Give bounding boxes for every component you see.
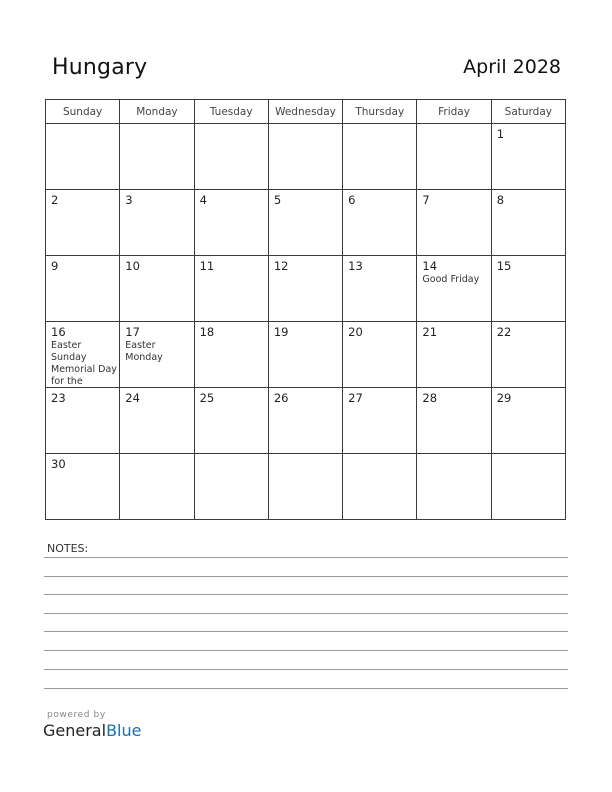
empty-day-cell bbox=[46, 124, 120, 190]
day-number: 27 bbox=[348, 391, 363, 405]
day-number: 30 bbox=[51, 457, 66, 471]
calendar-week-row bbox=[46, 322, 566, 388]
day-cell-17 bbox=[120, 322, 194, 388]
note-line bbox=[44, 688, 568, 689]
day-cell-18 bbox=[194, 322, 268, 388]
calendar-week-row bbox=[46, 256, 566, 322]
day-number: 23 bbox=[51, 391, 66, 405]
day-cell-5 bbox=[268, 190, 342, 256]
day-number: 6 bbox=[348, 193, 356, 207]
day-number: 26 bbox=[273, 391, 289, 405]
note-line bbox=[44, 576, 568, 577]
calendar-week-row bbox=[46, 124, 566, 190]
empty-day-cell bbox=[120, 124, 194, 190]
day-cell-14 bbox=[417, 256, 491, 322]
weekday-wednesday: Wednesday bbox=[268, 100, 342, 124]
weekday-tuesday: Tuesday bbox=[194, 100, 268, 124]
month-calendar-grid bbox=[45, 99, 566, 520]
day-cell-30 bbox=[46, 454, 120, 520]
holiday-list bbox=[51, 340, 119, 387]
day-cell-16 bbox=[46, 322, 120, 388]
empty-day-cell bbox=[194, 454, 268, 520]
day-cell-6 bbox=[343, 190, 417, 256]
note-line bbox=[44, 631, 568, 632]
note-line bbox=[44, 557, 568, 558]
day-number: 14 bbox=[422, 259, 438, 273]
note-line bbox=[44, 669, 568, 670]
empty-day-cell bbox=[417, 454, 491, 520]
day-cell-9 bbox=[46, 256, 120, 322]
day-cell-28 bbox=[417, 388, 491, 454]
day-number: 1 bbox=[496, 127, 505, 141]
holiday-label: Memorial Day for the bbox=[51, 364, 117, 387]
day-number: 25 bbox=[199, 391, 215, 405]
day-cell-11 bbox=[194, 256, 268, 322]
day-cell-4 bbox=[194, 190, 268, 256]
day-cell-26 bbox=[268, 388, 342, 454]
day-number: 10 bbox=[125, 259, 140, 273]
weekday-monday: Monday bbox=[120, 100, 194, 124]
weekday-header-row bbox=[46, 100, 566, 124]
day-cell-7 bbox=[417, 190, 491, 256]
empty-day-cell bbox=[491, 454, 565, 520]
day-number: 20 bbox=[348, 325, 363, 339]
day-cell-13 bbox=[343, 256, 417, 322]
empty-day-cell bbox=[343, 454, 417, 520]
calendar-week-row bbox=[46, 388, 566, 454]
calendar-week-row bbox=[46, 190, 566, 256]
generalblue-logo[interactable] bbox=[43, 721, 141, 740]
day-number: 9 bbox=[51, 259, 59, 273]
holiday-list bbox=[125, 340, 193, 364]
empty-day-cell bbox=[120, 454, 194, 520]
calendar-country-title: Hungary bbox=[52, 55, 148, 80]
note-line bbox=[44, 650, 568, 651]
day-number: 4 bbox=[199, 193, 207, 207]
day-cell-12 bbox=[268, 256, 342, 322]
day-cell-29 bbox=[491, 388, 565, 454]
empty-day-cell bbox=[417, 124, 491, 190]
weekday-sunday: Sunday bbox=[46, 100, 120, 124]
day-number: 2 bbox=[51, 193, 59, 207]
day-number: 19 bbox=[273, 325, 289, 339]
day-cell-3 bbox=[120, 190, 194, 256]
holiday-label: Easter Monday bbox=[125, 340, 163, 363]
day-cell-1 bbox=[491, 124, 565, 190]
day-cell-23 bbox=[46, 388, 120, 454]
note-line bbox=[44, 594, 568, 595]
day-number: 16 bbox=[51, 325, 66, 339]
brand-blue: Blue bbox=[106, 721, 142, 740]
day-number: 5 bbox=[273, 193, 282, 207]
day-cell-24 bbox=[120, 388, 194, 454]
day-number: 21 bbox=[422, 325, 438, 339]
note-line bbox=[44, 613, 568, 614]
day-cell-21 bbox=[417, 322, 491, 388]
day-cell-25 bbox=[194, 388, 268, 454]
calendar-week-row bbox=[46, 454, 566, 520]
holiday-list bbox=[422, 274, 490, 286]
day-number: 29 bbox=[496, 391, 512, 405]
day-number: 7 bbox=[422, 193, 430, 207]
weekday-saturday: Saturday bbox=[491, 100, 565, 124]
day-cell-2 bbox=[46, 190, 120, 256]
day-number: 11 bbox=[199, 259, 215, 273]
day-number: 15 bbox=[496, 259, 512, 273]
day-cell-15 bbox=[491, 256, 565, 322]
day-cell-22 bbox=[491, 322, 565, 388]
brand-general: General bbox=[43, 721, 107, 740]
weekday-thursday: Thursday bbox=[343, 100, 417, 124]
day-number: 18 bbox=[199, 325, 215, 339]
day-number: 22 bbox=[496, 325, 512, 339]
day-number: 24 bbox=[125, 391, 140, 405]
day-number: 8 bbox=[496, 193, 505, 207]
day-number: 28 bbox=[422, 391, 438, 405]
empty-day-cell bbox=[343, 124, 417, 190]
day-cell-27 bbox=[343, 388, 417, 454]
holiday-label: Good Friday bbox=[422, 274, 480, 285]
day-number: 17 bbox=[125, 325, 140, 339]
empty-day-cell bbox=[268, 124, 342, 190]
holiday-label: Easter Sunday bbox=[51, 340, 87, 363]
calendar-month-title: April 2028 bbox=[463, 56, 561, 78]
day-number: 12 bbox=[273, 259, 289, 273]
notes-label: NOTES: bbox=[47, 542, 89, 555]
powered-by-text: powered by bbox=[47, 710, 106, 720]
day-cell-8 bbox=[491, 190, 565, 256]
day-cell-10 bbox=[120, 256, 194, 322]
empty-day-cell bbox=[194, 124, 268, 190]
day-cell-20 bbox=[343, 322, 417, 388]
weekday-friday: Friday bbox=[417, 100, 491, 124]
day-number: 13 bbox=[348, 259, 363, 273]
empty-day-cell bbox=[268, 454, 342, 520]
day-cell-19 bbox=[268, 322, 342, 388]
day-number: 3 bbox=[125, 193, 133, 207]
